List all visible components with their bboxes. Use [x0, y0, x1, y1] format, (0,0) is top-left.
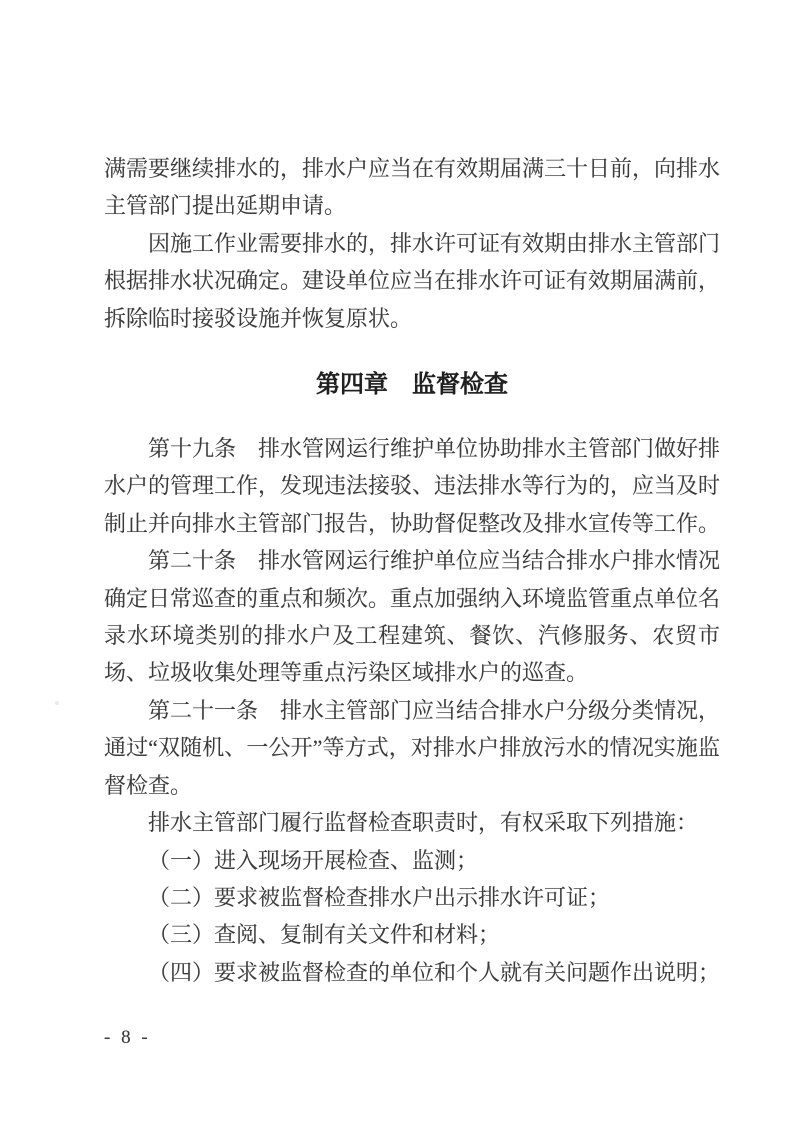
list-item-4: （四）要求被监督检查的单位和个人就有关问题作出说明； — [148, 959, 721, 985]
chapter-heading: 第四章 监督检查 — [316, 371, 508, 399]
list-item-3: （三）查阅、复制有关文件和材料； — [148, 922, 501, 948]
article-21-paragraph: 第二十一条 排水主管部门应当结合排水户分级分类情况，通过“双随机、一公开”等方式，对排水户排放污水的情况实施监督检查。 — [104, 697, 721, 798]
article-19-paragraph: 第十九条 排水管网运行维护单位协助排水主管部门做好排水户的管理工作，发现违法接驳、违法排水等行为的，应当及时制止并向排水主管部门报告，协助督促整改及排水宣传等工作。 — [104, 436, 721, 536]
list-item-2: （二）要求被监督检查排水户出示排水许可证； — [148, 884, 611, 910]
measures-intro-paragraph: 排水主管部门履行监督检查职责时，有权采取下列措施： — [148, 810, 699, 836]
page-number: - 8 - — [104, 1027, 151, 1049]
list-item-1: （一）进入现场开展检查、监测； — [148, 847, 479, 873]
article-20-paragraph: 第二十条 排水管网运行维护单位应当结合排水户排水情况确定日常巡查的重点和频次。重点加强纳入环境监管重点单位名录水环境类别的排水户及工程建筑、餐饮、汽修服务、农贸市场、垃圾收集处理等重点污染区域排水户的巡查。 — [104, 548, 721, 686]
paragraph-construction-drainage: 因施工作业需要排水的，排水许可证有效期由排水主管部门根据排水状况确定。建设单位应当在排水许可证有效期届满前，拆除临时接驳设施并恢复原状。 — [104, 230, 721, 331]
paragraph-continuation: 满需要继续排水的，排水户应当在有效期届满三十日前，向排水主管部门提出延期申请。 — [104, 156, 721, 219]
scan-artifact — [55, 701, 59, 705]
